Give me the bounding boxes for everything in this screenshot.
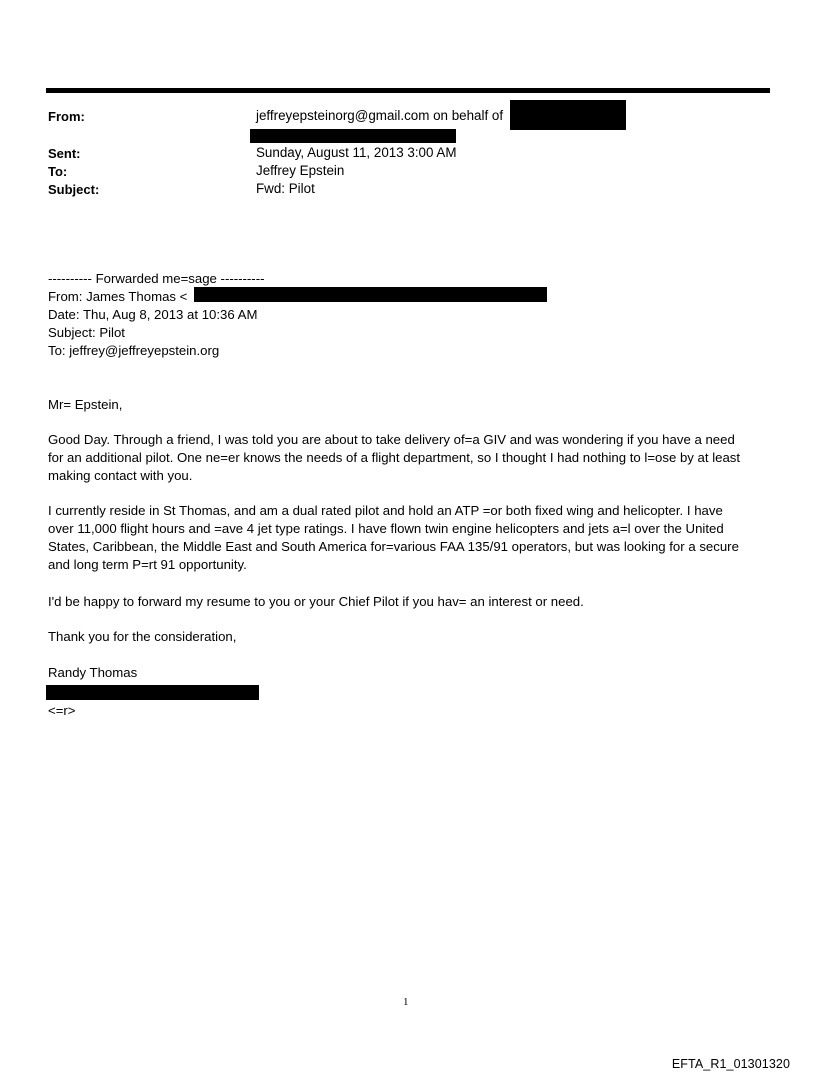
para2-line: and long term P=rt 91 opportunity.: [48, 557, 247, 572]
para1-line: Good Day. Through a friend, I was told you are about to take delivery of=a GIV and was wondering if you have a need: [48, 432, 735, 447]
thanks-line: Thank you for the consideration,: [48, 629, 237, 644]
from-label: From:: [48, 109, 85, 124]
forwarded-from: From: James Thomas <: [48, 289, 188, 304]
signature-name: Randy Thomas: [48, 665, 138, 680]
sent-label: Sent:: [48, 146, 81, 161]
para2-line: over 11,000 flight hours and =ave 4 jet type ratings. I have flown twin engine helicopters and jets a=l over the United: [48, 521, 724, 536]
forwarded-subject: Subject: Pilot: [48, 325, 125, 340]
bates-number: EFTA_R1_01301320: [671, 1057, 790, 1071]
redaction-from-name: [510, 100, 626, 130]
sent-value: Sunday, August 11, 2013 3:00 AM: [256, 145, 457, 160]
to-value: Jeffrey Epstein: [256, 163, 345, 178]
forwarded-separator: ---------- Forwarded me=sage ----------: [48, 271, 265, 286]
subject-label: Subject:: [48, 182, 100, 197]
to-label: To:: [48, 164, 68, 179]
para1-line: making contact with you.: [48, 468, 193, 483]
para2-line: States, Caribbean, the Middle East and South America for=various FAA 135/91 operators, but was looking for a secure: [48, 539, 739, 554]
forwarded-date: Date: Thu, Aug 8, 2013 at 10:36 AM: [48, 307, 258, 322]
header-rule: [46, 88, 770, 93]
subject-value: Fwd: Pilot: [256, 181, 315, 196]
message-tail: <=r>: [48, 703, 76, 718]
para2-line: I currently reside in St Thomas, and am a dual rated pilot and hold an ATP =or both fixed wing and helicopter. I have: [48, 503, 723, 518]
redaction-signature: [46, 685, 259, 700]
redaction-forwarded-email: [194, 287, 547, 302]
forwarded-to: To: jeffrey@jeffreyepstein.org: [48, 343, 220, 358]
para3: I'd be happy to forward my resume to you or your Chief Pilot if you hav= an interest or need.: [48, 594, 584, 609]
redaction-from-address: [250, 129, 456, 143]
from-value: jeffreyepsteinorg@gmail.com on behalf of: [256, 108, 504, 123]
greeting: Mr= Epstein,: [48, 397, 123, 412]
page-number: 1: [403, 996, 409, 1008]
para1-line: for an additional pilot. One ne=er knows the needs of a flight department, so I thought I had nothing to l=ose by at least: [48, 450, 741, 465]
